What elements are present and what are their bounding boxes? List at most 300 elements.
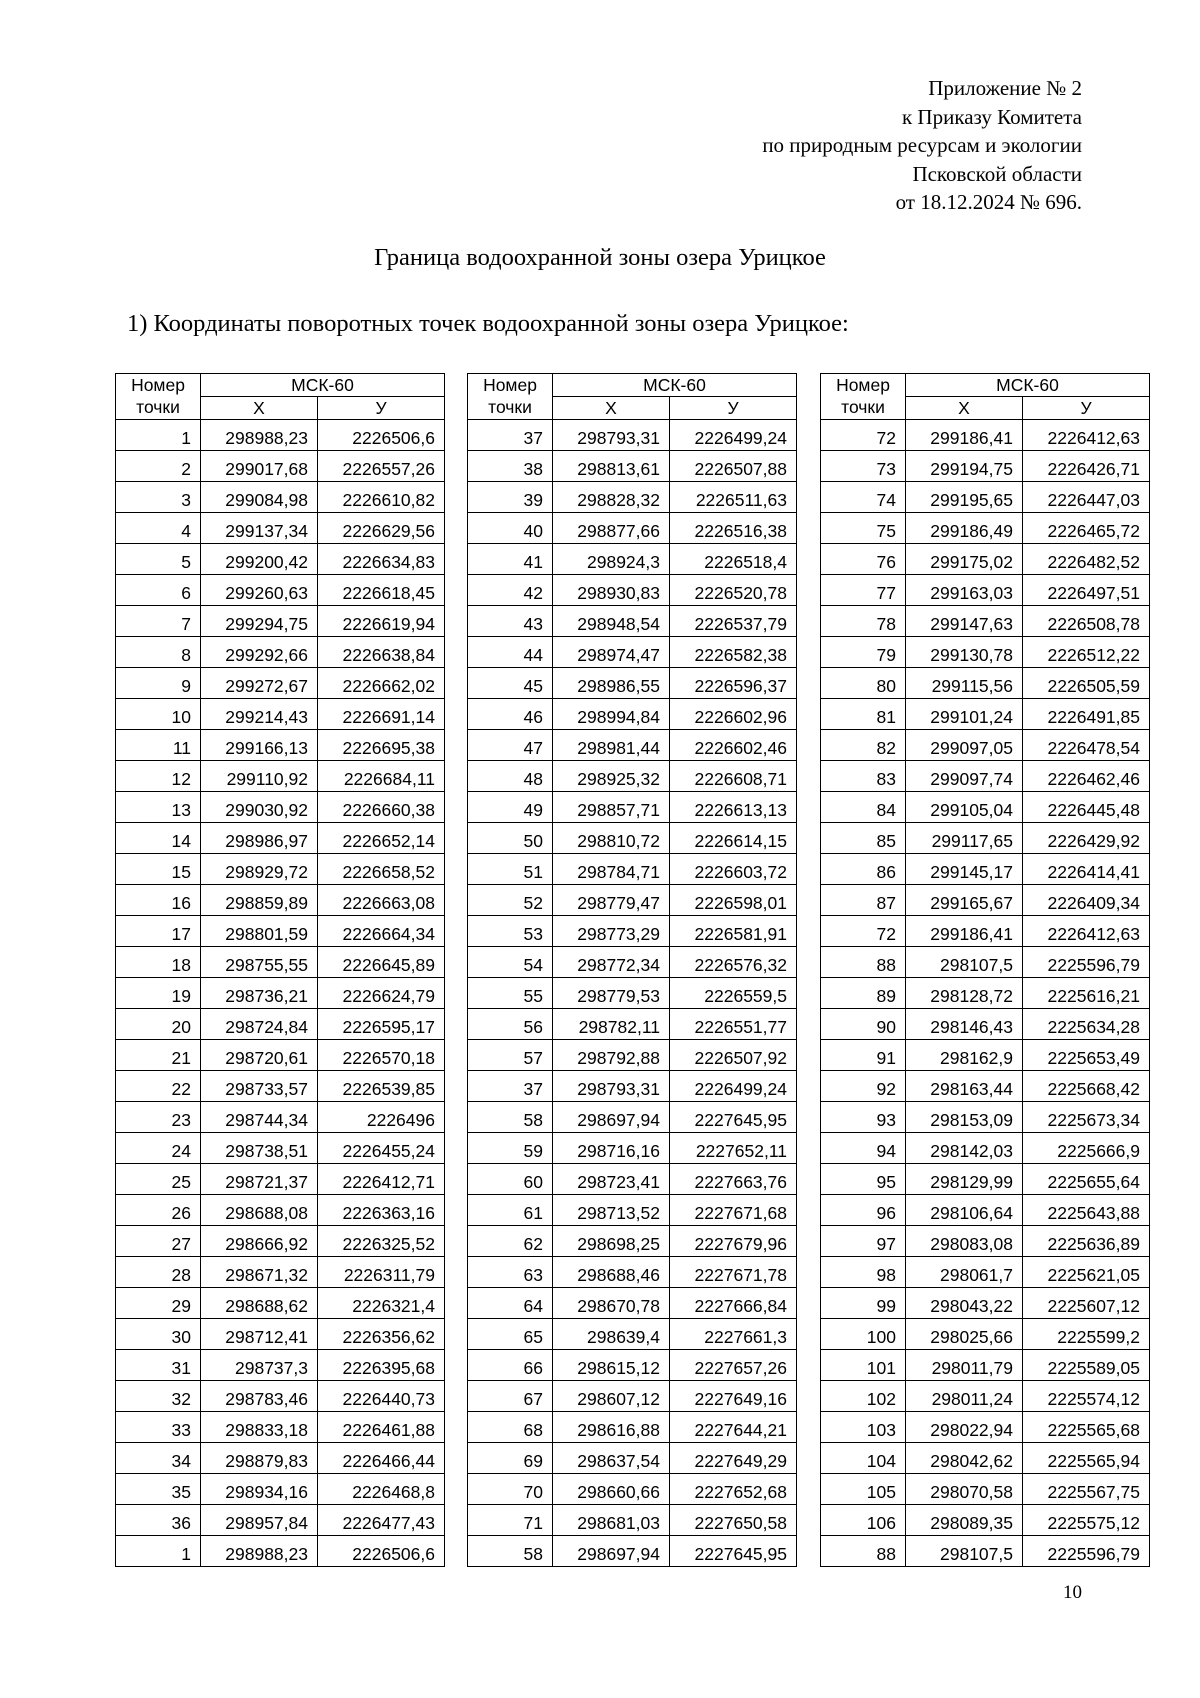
x-coordinate-cell: 298793,31: [553, 420, 670, 451]
x-coordinate-cell: 298733,57: [201, 1071, 318, 1102]
table-row: [468, 947, 797, 978]
point-number-cell: 77: [821, 575, 906, 606]
y-coordinate-cell: 2227645,95: [670, 1536, 797, 1567]
point-number-cell: 4: [116, 513, 201, 544]
table-row: [821, 823, 1150, 854]
table-row: [468, 823, 797, 854]
x-coordinate-cell: 298011,24: [906, 1381, 1023, 1412]
point-number-cell: 46: [468, 699, 553, 730]
x-coordinate-cell: 298698,25: [553, 1226, 670, 1257]
point-number-cell: 91: [821, 1040, 906, 1071]
point-number-cell: 82: [821, 730, 906, 761]
y-coordinate-cell: 2226465,72: [1023, 513, 1150, 544]
table-row: [116, 978, 445, 1009]
x-coordinate-cell: 299137,34: [201, 513, 318, 544]
table-row: [821, 1381, 1150, 1412]
table-row: [468, 1102, 797, 1133]
header-x: Х: [201, 397, 318, 420]
table-row: [468, 699, 797, 730]
y-coordinate-cell: 2226311,79: [318, 1257, 445, 1288]
table-row: [468, 1226, 797, 1257]
table-row: [116, 1350, 445, 1381]
y-coordinate-cell: 2226507,92: [670, 1040, 797, 1071]
table-row: [821, 1195, 1150, 1226]
y-coordinate-cell: 2226511,63: [670, 482, 797, 513]
point-number-cell: 13: [116, 792, 201, 823]
x-coordinate-cell: 298755,55: [201, 947, 318, 978]
table-row: [468, 1133, 797, 1164]
y-coordinate-cell: 2227671,78: [670, 1257, 797, 1288]
point-number-cell: 18: [116, 947, 201, 978]
table-row: [821, 637, 1150, 668]
x-coordinate-cell: 298043,22: [906, 1288, 1023, 1319]
x-coordinate-cell: 298784,71: [553, 854, 670, 885]
header-line: Приложение № 2: [928, 76, 1082, 100]
x-coordinate-cell: 298948,54: [553, 606, 670, 637]
point-number-cell: 95: [821, 1164, 906, 1195]
x-coordinate-cell: 298724,84: [201, 1009, 318, 1040]
table-row: [821, 699, 1150, 730]
appendix-header: [522, 74, 1082, 217]
table-row: [116, 1009, 445, 1040]
table-row: [468, 854, 797, 885]
point-number-cell: 76: [821, 544, 906, 575]
y-coordinate-cell: 2226412,63: [1023, 916, 1150, 947]
y-coordinate-cell: 2226395,68: [318, 1350, 445, 1381]
point-number-cell: 23: [116, 1102, 201, 1133]
point-number-cell: 54: [468, 947, 553, 978]
point-number-cell: 39: [468, 482, 553, 513]
table-row: [821, 1288, 1150, 1319]
table-row: [821, 978, 1150, 1009]
y-coordinate-cell: 2226477,43: [318, 1505, 445, 1536]
x-coordinate-cell: 298153,09: [906, 1102, 1023, 1133]
point-number-cell: 49: [468, 792, 553, 823]
page-number: 10: [1063, 1582, 1082, 1603]
y-coordinate-cell: 2226520,78: [670, 575, 797, 606]
x-coordinate-cell: 298857,71: [553, 792, 670, 823]
x-coordinate-cell: 299195,65: [906, 482, 1023, 513]
x-coordinate-cell: 298146,43: [906, 1009, 1023, 1040]
point-number-cell: 53: [468, 916, 553, 947]
table-row: [468, 1350, 797, 1381]
y-coordinate-cell: 2226478,54: [1023, 730, 1150, 761]
table-row: [821, 1009, 1150, 1040]
y-coordinate-cell: 2226559,5: [670, 978, 797, 1009]
table-row: [116, 575, 445, 606]
table-row: [468, 451, 797, 482]
point-number-cell: 36: [116, 1505, 201, 1536]
y-coordinate-cell: 2227649,29: [670, 1443, 797, 1474]
point-number-cell: 66: [468, 1350, 553, 1381]
x-coordinate-cell: 298697,94: [553, 1102, 670, 1133]
table-row: [116, 1288, 445, 1319]
point-number-cell: 87: [821, 885, 906, 916]
point-number-cell: 88: [821, 1536, 906, 1567]
x-coordinate-cell: 298688,08: [201, 1195, 318, 1226]
x-coordinate-cell: 298793,31: [553, 1071, 670, 1102]
y-coordinate-cell: 2226512,22: [1023, 637, 1150, 668]
table-row: [116, 420, 445, 451]
table-row: [468, 606, 797, 637]
x-coordinate-cell: 298639,4: [553, 1319, 670, 1350]
x-coordinate-cell: 298957,84: [201, 1505, 318, 1536]
table-row: [821, 544, 1150, 575]
table-row: [116, 482, 445, 513]
x-coordinate-cell: 298106,64: [906, 1195, 1023, 1226]
y-coordinate-cell: 2227652,68: [670, 1474, 797, 1505]
x-coordinate-cell: 298779,47: [553, 885, 670, 916]
y-coordinate-cell: 2226582,38: [670, 637, 797, 668]
x-coordinate-cell: 298697,94: [553, 1536, 670, 1567]
point-number-cell: 3: [116, 482, 201, 513]
point-number-cell: 19: [116, 978, 201, 1009]
point-number-cell: 68: [468, 1412, 553, 1443]
x-coordinate-cell: 299017,68: [201, 451, 318, 482]
y-coordinate-cell: 2226634,83: [318, 544, 445, 575]
y-coordinate-cell: 2226499,24: [670, 420, 797, 451]
x-coordinate-cell: 298925,32: [553, 761, 670, 792]
point-number-cell: 17: [116, 916, 201, 947]
y-coordinate-cell: 2226508,78: [1023, 606, 1150, 637]
x-coordinate-cell: 298660,66: [553, 1474, 670, 1505]
point-number-cell: 40: [468, 513, 553, 544]
table-row: [116, 916, 445, 947]
table-row: [468, 1536, 797, 1567]
y-coordinate-cell: 2225668,42: [1023, 1071, 1150, 1102]
point-number-cell: 21: [116, 1040, 201, 1071]
point-number-cell: 103: [821, 1412, 906, 1443]
y-coordinate-cell: 2226603,72: [670, 854, 797, 885]
point-number-cell: 61: [468, 1195, 553, 1226]
table-row: [821, 1350, 1150, 1381]
table-row: [821, 1536, 1150, 1567]
table-row: [821, 1071, 1150, 1102]
y-coordinate-cell: 2226507,88: [670, 451, 797, 482]
table-row: [468, 1505, 797, 1536]
x-coordinate-cell: 298070,58: [906, 1474, 1023, 1505]
y-coordinate-cell: 2227645,95: [670, 1102, 797, 1133]
table-row: [116, 1102, 445, 1133]
point-number-cell: 64: [468, 1288, 553, 1319]
y-coordinate-cell: 2226505,59: [1023, 668, 1150, 699]
point-number-cell: 94: [821, 1133, 906, 1164]
table-row: [116, 730, 445, 761]
table-row: [821, 420, 1150, 451]
x-coordinate-cell: 298792,88: [553, 1040, 670, 1071]
table-row: [821, 885, 1150, 916]
x-coordinate-cell: 298089,35: [906, 1505, 1023, 1536]
y-coordinate-cell: 2226652,14: [318, 823, 445, 854]
x-coordinate-cell: 298670,78: [553, 1288, 670, 1319]
x-coordinate-cell: 298782,11: [553, 1009, 670, 1040]
point-number-cell: 58: [468, 1536, 553, 1567]
header-y: У: [318, 397, 445, 420]
x-coordinate-cell: 298721,37: [201, 1164, 318, 1195]
y-coordinate-cell: 2226581,91: [670, 916, 797, 947]
x-coordinate-cell: 299186,41: [906, 420, 1023, 451]
x-coordinate-cell: 298011,79: [906, 1350, 1023, 1381]
table-row: [116, 699, 445, 730]
point-number-cell: 99: [821, 1288, 906, 1319]
point-number-cell: 90: [821, 1009, 906, 1040]
x-coordinate-cell: 298988,23: [201, 1536, 318, 1567]
x-coordinate-cell: 298773,29: [553, 916, 670, 947]
x-coordinate-cell: 298930,83: [553, 575, 670, 606]
coordinates-table: [467, 373, 797, 1567]
x-coordinate-cell: 298107,5: [906, 1536, 1023, 1567]
table-row: [468, 1040, 797, 1071]
y-coordinate-cell: 2226491,85: [1023, 699, 1150, 730]
x-coordinate-cell: 298688,62: [201, 1288, 318, 1319]
y-coordinate-cell: 2226440,73: [318, 1381, 445, 1412]
y-coordinate-cell: 2226658,52: [318, 854, 445, 885]
point-number-cell: 27: [116, 1226, 201, 1257]
x-coordinate-cell: 298859,89: [201, 885, 318, 916]
y-coordinate-cell: 2226663,08: [318, 885, 445, 916]
x-coordinate-cell: 298107,5: [906, 947, 1023, 978]
x-coordinate-cell: 298129,99: [906, 1164, 1023, 1195]
table-row: [468, 978, 797, 1009]
x-coordinate-cell: 299097,74: [906, 761, 1023, 792]
x-coordinate-cell: 298688,46: [553, 1257, 670, 1288]
y-coordinate-cell: 2226363,16: [318, 1195, 445, 1226]
table-row: [116, 606, 445, 637]
table-row: [821, 1443, 1150, 1474]
y-coordinate-cell: 2226624,79: [318, 978, 445, 1009]
header-point-number: Номер точки: [821, 374, 906, 420]
point-number-cell: 85: [821, 823, 906, 854]
table-row: [116, 668, 445, 699]
table-row: [116, 1536, 445, 1567]
table-row: [468, 730, 797, 761]
x-coordinate-cell: 298607,12: [553, 1381, 670, 1412]
y-coordinate-cell: 2225607,12: [1023, 1288, 1150, 1319]
x-coordinate-cell: 298162,9: [906, 1040, 1023, 1071]
table-row: [116, 637, 445, 668]
x-coordinate-cell: 298783,46: [201, 1381, 318, 1412]
y-coordinate-cell: 2226557,26: [318, 451, 445, 482]
x-coordinate-cell: 299030,92: [201, 792, 318, 823]
table-row: [468, 575, 797, 606]
table-row: [468, 1381, 797, 1412]
point-number-cell: 51: [468, 854, 553, 885]
x-coordinate-cell: 298738,51: [201, 1133, 318, 1164]
x-coordinate-cell: 299214,43: [201, 699, 318, 730]
table-row: [116, 1257, 445, 1288]
header-line: по природным ресурсам и экологии: [762, 133, 1082, 158]
table-row: [468, 420, 797, 451]
table-row: [821, 1133, 1150, 1164]
point-number-cell: 65: [468, 1319, 553, 1350]
point-number-cell: 89: [821, 978, 906, 1009]
x-coordinate-cell: 298810,72: [553, 823, 670, 854]
point-number-cell: 105: [821, 1474, 906, 1505]
y-coordinate-cell: 2226461,88: [318, 1412, 445, 1443]
header-coordinate-system: МСК-60: [201, 374, 445, 397]
table-row: [468, 1164, 797, 1195]
y-coordinate-cell: 2226613,13: [670, 792, 797, 823]
point-number-cell: 78: [821, 606, 906, 637]
y-coordinate-cell: 2225666,9: [1023, 1133, 1150, 1164]
y-coordinate-cell: 2226497,51: [1023, 575, 1150, 606]
y-coordinate-cell: 2226496: [318, 1102, 445, 1133]
y-coordinate-cell: 2227649,16: [670, 1381, 797, 1412]
table-row: [116, 823, 445, 854]
y-coordinate-cell: 2225565,68: [1023, 1412, 1150, 1443]
point-number-cell: 35: [116, 1474, 201, 1505]
x-coordinate-cell: 298737,3: [201, 1350, 318, 1381]
y-coordinate-cell: 2226356,62: [318, 1319, 445, 1350]
table-row: [821, 1040, 1150, 1071]
y-coordinate-cell: 2226321,4: [318, 1288, 445, 1319]
x-coordinate-cell: 299165,67: [906, 885, 1023, 916]
point-number-cell: 24: [116, 1133, 201, 1164]
table-row: [468, 885, 797, 916]
y-coordinate-cell: 2226482,52: [1023, 544, 1150, 575]
y-coordinate-cell: 2226539,85: [318, 1071, 445, 1102]
x-coordinate-cell: 298877,66: [553, 513, 670, 544]
table-row: [116, 513, 445, 544]
table-row: [116, 1443, 445, 1474]
table-row: [821, 916, 1150, 947]
table-row: [468, 668, 797, 699]
table-row: [821, 761, 1150, 792]
point-number-cell: 80: [821, 668, 906, 699]
table-row: [468, 637, 797, 668]
y-coordinate-cell: 2226660,38: [318, 792, 445, 823]
point-number-cell: 41: [468, 544, 553, 575]
point-number-cell: 106: [821, 1505, 906, 1536]
y-coordinate-cell: 2225596,79: [1023, 1536, 1150, 1567]
table-row: [116, 854, 445, 885]
y-coordinate-cell: 2226455,24: [318, 1133, 445, 1164]
x-coordinate-cell: 298744,34: [201, 1102, 318, 1133]
y-coordinate-cell: 2226662,02: [318, 668, 445, 699]
table-row: [116, 1474, 445, 1505]
x-coordinate-cell: 298929,72: [201, 854, 318, 885]
y-coordinate-cell: 2226602,46: [670, 730, 797, 761]
table-row: [468, 1009, 797, 1040]
x-coordinate-cell: 299200,42: [201, 544, 318, 575]
header-coordinate-system: МСК-60: [553, 374, 797, 397]
table-row: [468, 1257, 797, 1288]
y-coordinate-cell: 2226638,84: [318, 637, 445, 668]
y-coordinate-cell: 2227663,76: [670, 1164, 797, 1195]
x-coordinate-cell: 299117,65: [906, 823, 1023, 854]
point-number-cell: 38: [468, 451, 553, 482]
x-coordinate-cell: 298163,44: [906, 1071, 1023, 1102]
y-coordinate-cell: 2226429,92: [1023, 823, 1150, 854]
y-coordinate-cell: 2226499,24: [670, 1071, 797, 1102]
point-number-cell: 71: [468, 1505, 553, 1536]
y-coordinate-cell: 2226447,03: [1023, 482, 1150, 513]
point-number-cell: 14: [116, 823, 201, 854]
table-row: [116, 1226, 445, 1257]
table-row: [116, 1040, 445, 1071]
table-row: [116, 1164, 445, 1195]
x-coordinate-cell: 298616,88: [553, 1412, 670, 1443]
point-number-cell: 56: [468, 1009, 553, 1040]
x-coordinate-cell: 299097,05: [906, 730, 1023, 761]
y-coordinate-cell: 2226537,79: [670, 606, 797, 637]
y-coordinate-cell: 2225634,28: [1023, 1009, 1150, 1040]
point-number-cell: 33: [116, 1412, 201, 1443]
table-row: [468, 792, 797, 823]
x-coordinate-cell: 299186,41: [906, 916, 1023, 947]
point-number-cell: 59: [468, 1133, 553, 1164]
table-row: [468, 513, 797, 544]
header-coordinate-system: МСК-60: [906, 374, 1150, 397]
y-coordinate-cell: 2225574,12: [1023, 1381, 1150, 1412]
y-coordinate-cell: 2225575,12: [1023, 1505, 1150, 1536]
table-row: [116, 1381, 445, 1412]
point-number-cell: 30: [116, 1319, 201, 1350]
y-coordinate-cell: 2226409,34: [1023, 885, 1150, 916]
y-coordinate-cell: 2226325,52: [318, 1226, 445, 1257]
point-number-cell: 73: [821, 451, 906, 482]
x-coordinate-cell: 298666,92: [201, 1226, 318, 1257]
table-row: [116, 792, 445, 823]
y-coordinate-cell: 2225643,88: [1023, 1195, 1150, 1226]
x-coordinate-cell: 298828,32: [553, 482, 670, 513]
point-number-cell: 43: [468, 606, 553, 637]
point-number-cell: 37: [468, 420, 553, 451]
point-number-cell: 93: [821, 1102, 906, 1133]
point-number-cell: 86: [821, 854, 906, 885]
header-y: У: [1023, 397, 1150, 420]
table-row: [821, 947, 1150, 978]
y-coordinate-cell: 2225673,34: [1023, 1102, 1150, 1133]
point-number-cell: 6: [116, 575, 201, 606]
table-row: [821, 451, 1150, 482]
point-number-cell: 20: [116, 1009, 201, 1040]
y-coordinate-cell: 2226462,46: [1023, 761, 1150, 792]
point-number-cell: 47: [468, 730, 553, 761]
point-number-cell: 16: [116, 885, 201, 916]
point-number-cell: 75: [821, 513, 906, 544]
x-coordinate-cell: 298994,84: [553, 699, 670, 730]
y-coordinate-cell: 2225567,75: [1023, 1474, 1150, 1505]
table-row: [116, 1071, 445, 1102]
point-number-cell: 26: [116, 1195, 201, 1226]
x-coordinate-cell: 298924,3: [553, 544, 670, 575]
header-line: Псковской области: [912, 161, 1082, 186]
y-coordinate-cell: 2226602,96: [670, 699, 797, 730]
table-row: [468, 1319, 797, 1350]
table-row: [821, 668, 1150, 699]
header-line: от 18.12.2024 № 696.: [895, 190, 1082, 215]
x-coordinate-cell: 298083,08: [906, 1226, 1023, 1257]
x-coordinate-cell: 299292,66: [201, 637, 318, 668]
point-number-cell: 83: [821, 761, 906, 792]
table-row: [468, 916, 797, 947]
y-coordinate-cell: 2225599,2: [1023, 1319, 1150, 1350]
y-coordinate-cell: 2225636,89: [1023, 1226, 1150, 1257]
header-y: У: [670, 397, 797, 420]
y-coordinate-cell: 2226618,45: [318, 575, 445, 606]
y-coordinate-cell: 2226551,77: [670, 1009, 797, 1040]
table-row: [116, 1133, 445, 1164]
point-number-cell: 92: [821, 1071, 906, 1102]
table-row: [468, 1195, 797, 1226]
y-coordinate-cell: 2225621,05: [1023, 1257, 1150, 1288]
x-coordinate-cell: 299130,78: [906, 637, 1023, 668]
point-number-cell: 34: [116, 1443, 201, 1474]
y-coordinate-cell: 2227652,11: [670, 1133, 797, 1164]
point-number-cell: 9: [116, 668, 201, 699]
y-coordinate-cell: 2226516,38: [670, 513, 797, 544]
